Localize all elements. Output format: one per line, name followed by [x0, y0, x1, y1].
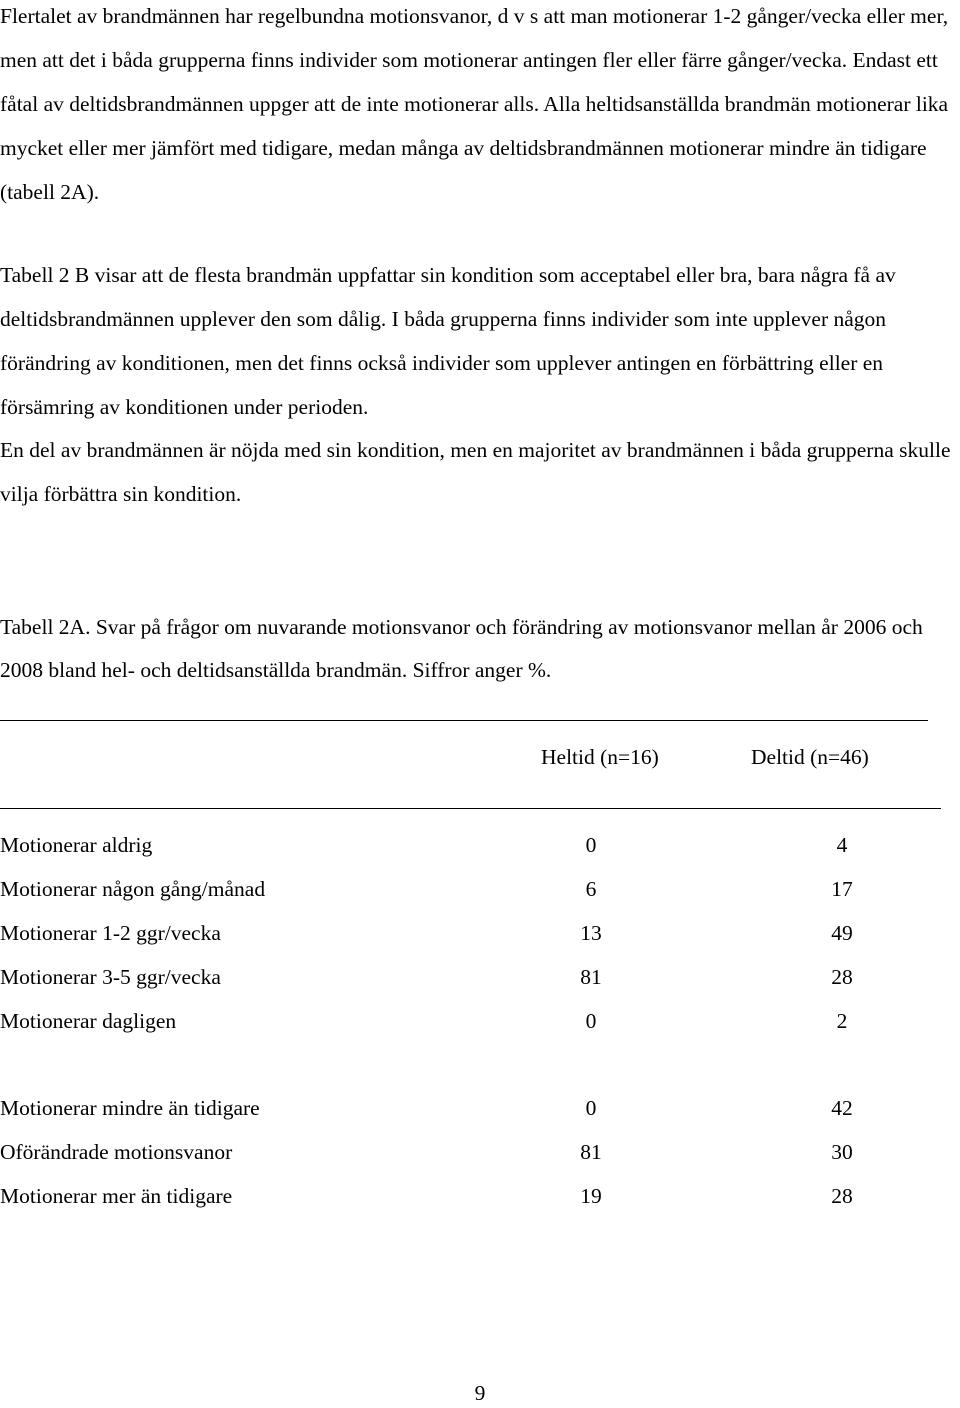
row-label: Motionerar någon gång/månad [0, 877, 266, 901]
paragraph-exercise-habits: Flertalet av brandmännen har regelbundna motionsvanor, d v s att man motionerar 1-2 gånger/vecka eller mer, men att det i båda grupperna finns individer som motionerar antingen fler eller färre gånger/vecka. Endast ett fåtal av deltidsbrandmännen uppger att de inte motionerar alls. Alla heltidsanställda brandmän motionerar lika mycket eller mer jämfört med tidigare, medan många av deltidsbrandmännen motionerar mindre än tidigare (tabell 2A). [0, 4, 949, 204]
row-label: Motionerar mindre än tidigare [0, 1096, 260, 1120]
row-label: Motionerar aldrig [0, 833, 153, 857]
column-header-deltid: Deltid (n=46) [751, 745, 869, 769]
table-row [0, 916, 960, 950]
value-deltid: 42 [831, 1096, 853, 1120]
row-label: Motionerar 1-2 ggr/vecka [0, 921, 221, 945]
value-deltid: 30 [831, 1140, 853, 1164]
table-row [0, 872, 960, 906]
table-row [0, 960, 960, 994]
value-deltid: 28 [831, 965, 853, 989]
value-heltid: 81 [580, 965, 602, 989]
value-heltid: 0 [585, 1096, 597, 1120]
table-row [0, 1004, 960, 1038]
paragraph-fitness-improvement: En del av brandmännen är nöjda med sin kondition, men en majoritet av brandmännen i båda grupperna skulle vilja förbättra sin kondition. [0, 438, 951, 506]
value-deltid: 4 [836, 833, 848, 857]
row-label: Oförändrade motionsvanor [0, 1140, 233, 1164]
value-deltid: 28 [831, 1184, 853, 1208]
page-number: 9 [474, 1381, 486, 1405]
value-deltid: 2 [836, 1009, 848, 1033]
row-label: Motionerar mer än tidigare [0, 1184, 233, 1208]
value-deltid: 17 [831, 877, 853, 901]
table-row [0, 1179, 960, 1213]
value-heltid: 19 [580, 1184, 602, 1208]
value-heltid: 13 [580, 921, 602, 945]
table-top-rule [0, 720, 928, 721]
table-header-rule [0, 808, 941, 809]
value-heltid: 0 [585, 1009, 597, 1033]
table-row [0, 1091, 960, 1125]
value-deltid: 49 [831, 921, 853, 945]
value-heltid: 6 [585, 877, 597, 901]
column-header-heltid: Heltid (n=16) [541, 745, 659, 769]
value-heltid: 81 [580, 1140, 602, 1164]
value-heltid: 0 [585, 833, 597, 857]
paragraph-fitness-perception: Tabell 2 B visar att de flesta brandmän uppfattar sin kondition som acceptabel eller bra, bara några få av deltidsbrandmännen upplever den som dålig. I båda grupperna finns individer som inte upplever någon förändring av konditionen, men det finns också individer som upplever antingen en förbättring eller en försämring av konditionen under perioden. [0, 263, 896, 419]
row-label: Motionerar dagligen [0, 1009, 177, 1033]
table-row [0, 828, 960, 862]
table-caption: Tabell 2A. Svar på frågor om nuvarande motionsvanor och förändring av motionsvanor mellan år 2006 och 2008 bland hel- och deltidsanställda brandmän. Siffror anger %. [0, 615, 923, 682]
table-row [0, 1135, 960, 1169]
row-label: Motionerar 3-5 ggr/vecka [0, 965, 221, 989]
